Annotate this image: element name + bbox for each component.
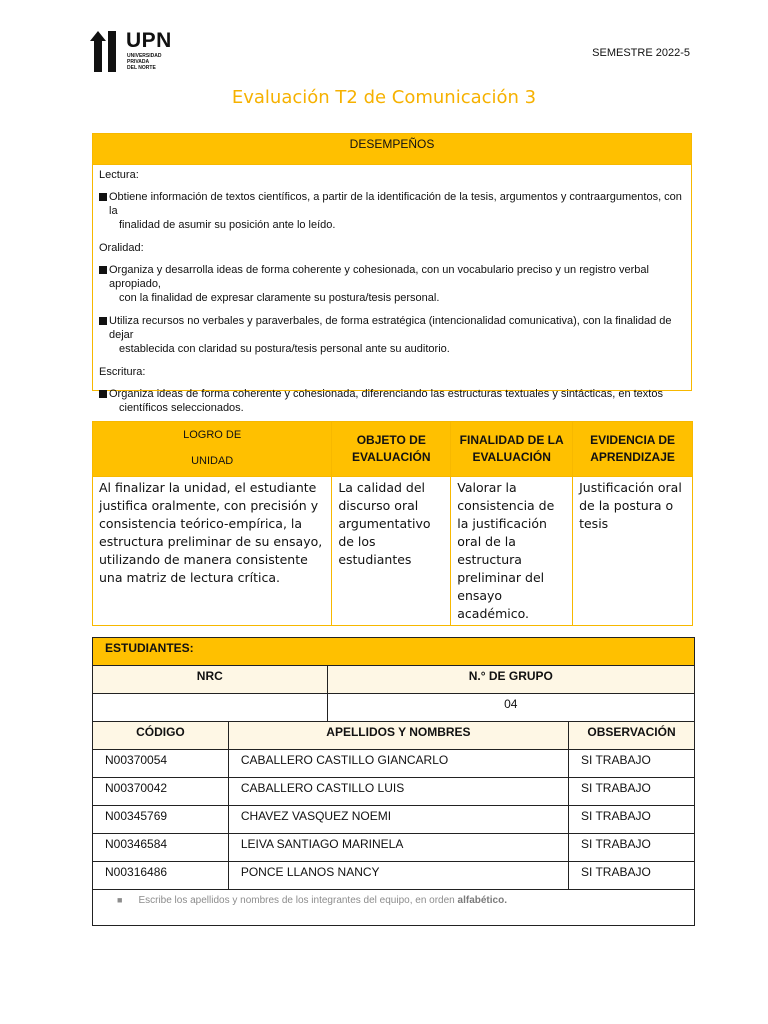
codigo-cell[interactable]: N00370042 [93, 778, 229, 806]
finalidad-header: FINALIDAD DE LA EVALUACIÓN [451, 422, 573, 477]
logo-subtitle: UNIVERSIDAD PRIVADA DEL NORTE [127, 53, 162, 71]
lectura-label: Lectura: [99, 169, 139, 181]
list-item: Obtiene información de textos científicos, a partir de la identificación de la tesis, argumentos y contraargumentos, con la finalidad de asumir su posición ante lo leído. [99, 190, 685, 232]
list-item: Organiza ideas de forma coherente y cohesionada, diferenciando las estructuras textuales y sintácticas, en textos científicos seleccionados. [99, 387, 685, 415]
objeto-cell: La calidad del discurso oral argumentativo de los estudiantes [332, 477, 451, 626]
logro-header: LOGRO DE UNIDAD [93, 422, 332, 477]
table-row [93, 750, 695, 778]
obs-cell[interactable]: SI TRABAJO [569, 778, 695, 806]
nombre-cell[interactable]: PONCE LLANOS NANCY [228, 862, 568, 890]
escritura-label: Escritura: [99, 366, 146, 378]
evidencia-cell: Justificación oral de la postura o tesis [573, 477, 693, 626]
square-bullet-icon [99, 266, 107, 274]
nrc-value[interactable] [93, 694, 328, 722]
codigo-cell[interactable]: N00316486 [93, 862, 229, 890]
semester-label: SEMESTRE 2022-5 [592, 47, 690, 59]
col-nombres: APELLIDOS Y NOMBRES [228, 722, 568, 750]
square-bullet-icon [99, 390, 107, 398]
upn-arrow-icon [88, 28, 124, 74]
obs-cell[interactable]: SI TRABAJO [569, 806, 695, 834]
document-title: Evaluación T2 de Comunicación 3 [231, 87, 537, 108]
codigo-cell[interactable]: N00346584 [93, 834, 229, 862]
square-bullet-icon: ■ [117, 895, 123, 905]
logro-table [92, 421, 693, 626]
table-row [93, 834, 695, 862]
square-bullet-icon [99, 317, 107, 325]
list-item: Utiliza recursos no verbales y paraverbales, de forma estratégica (intencionalidad comunicativa), con la finalidad de dejar establecida con claridad su postura/tesis personal ante su auditorio. [99, 314, 685, 356]
grupo-label: N.° DE GRUPO [327, 666, 694, 694]
table-row [93, 806, 695, 834]
table-row [93, 862, 695, 890]
objeto-header: OBJETO DE EVALUACIÓN [332, 422, 451, 477]
col-codigo: CÓDIGO [93, 722, 229, 750]
evidencia-header: EVIDENCIA DE APRENDIZAJE [573, 422, 693, 477]
desempenos-box [92, 133, 692, 414]
finalidad-cell: Valorar la consistencia de la justificación oral de la estructura preliminar del ensayo académico. [451, 477, 573, 626]
desempenos-heading: DESEMPEÑOS [93, 134, 691, 165]
list-item: Organiza y desarrolla ideas de forma coherente y cohesionada, con un vocabulario preciso y un registro verbal apropiado, con la finalidad de expresar claramente su postura/tesis personal. [99, 263, 685, 305]
nombre-cell[interactable]: CHAVEZ VASQUEZ NOEMI [228, 806, 568, 834]
nombre-cell[interactable]: CABALLERO CASTILLO GIANCARLO [228, 750, 568, 778]
square-bullet-icon [99, 193, 107, 201]
obs-cell[interactable]: SI TRABAJO [569, 750, 695, 778]
nombre-cell[interactable]: LEIVA SANTIAGO MARINELA [228, 834, 568, 862]
logo-name: UPN [126, 29, 172, 52]
codigo-cell[interactable]: N00370054 [93, 750, 229, 778]
students-heading: ESTUDIANTES: [93, 638, 695, 666]
nrc-label: NRC [93, 666, 328, 694]
obs-cell[interactable]: SI TRABAJO [569, 834, 695, 862]
instruction-note: ■ Escribe los apellidos y nombres de los integrantes del equipo, en orden alfabético. [93, 890, 695, 926]
col-observacion: OBSERVACIÓN [569, 722, 695, 750]
grupo-value[interactable]: 04 [327, 694, 694, 722]
logro-cell: Al finalizar la unidad, el estudiante justifica oralmente, con precisión y consistencia teórico-empírica, la estructura preliminar de su ensayo, utilizando de manera consistente una matriz de lectura crítica. [93, 477, 332, 626]
oralidad-label: Oralidad: [99, 242, 144, 254]
students-table [92, 637, 695, 926]
obs-cell[interactable]: SI TRABAJO [569, 862, 695, 890]
table-row [93, 778, 695, 806]
nombre-cell[interactable]: CABALLERO CASTILLO LUIS [228, 778, 568, 806]
codigo-cell[interactable]: N00345769 [93, 806, 229, 834]
upn-logo [88, 28, 178, 76]
